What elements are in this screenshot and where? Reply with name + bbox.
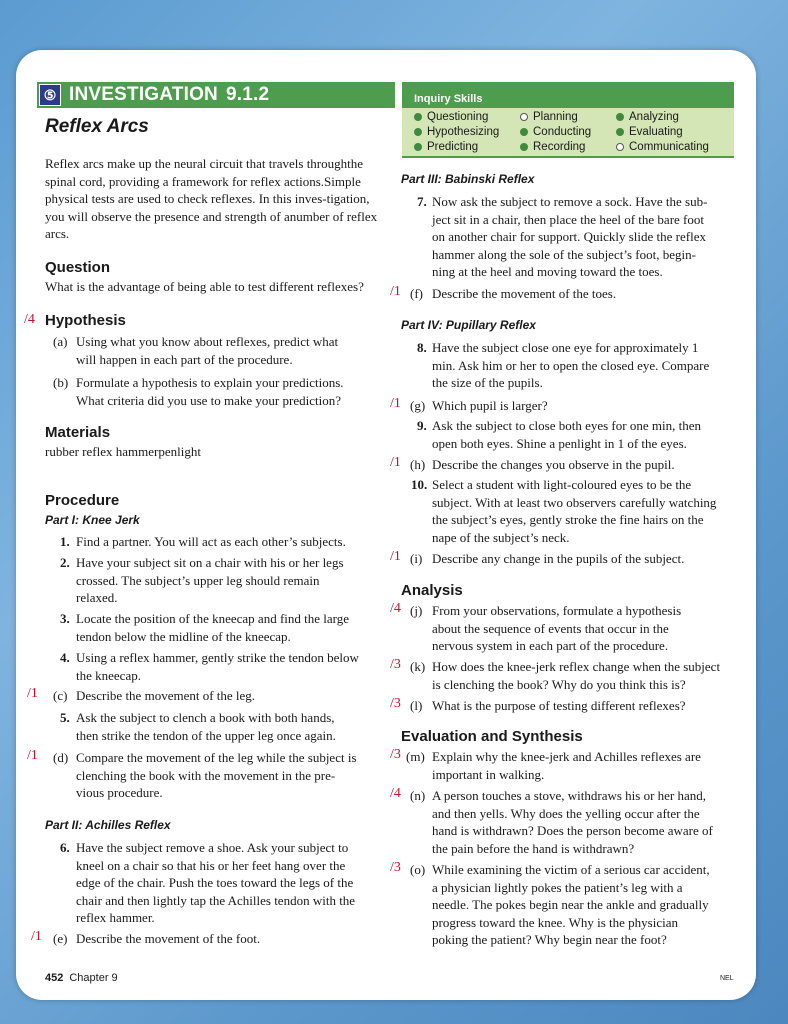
procedure-step xyxy=(60,709,405,744)
step-number: 7. xyxy=(417,194,427,209)
question-item xyxy=(410,397,755,415)
text-line: the pain before the hand is withdrawn? xyxy=(432,840,635,856)
filled-circle-icon xyxy=(520,128,528,136)
filled-circle-icon xyxy=(414,128,422,136)
text-line: Simple physical tests are used to check reflexes. In this inves- xyxy=(45,173,361,206)
skill-label: Hypothesizing xyxy=(427,126,500,138)
item-text xyxy=(76,930,398,948)
procedure-step xyxy=(417,193,762,281)
step-number: 6. xyxy=(60,840,70,855)
question-label: (a) xyxy=(53,334,68,349)
materials-heading-heading: Materials xyxy=(45,424,111,441)
item-text xyxy=(76,649,405,684)
question-heading-heading: Question xyxy=(45,259,111,276)
question-item xyxy=(53,687,398,705)
text-line: on another chair for support. Quickly slide the reflex xyxy=(432,229,706,244)
text-line: Have the subject close one eye for approximately 1 xyxy=(432,340,699,355)
item-text xyxy=(76,533,405,551)
procedure-step xyxy=(60,610,405,645)
question-item xyxy=(410,861,755,949)
text-line: Ask the subject to close both eyes for one min, then xyxy=(432,418,701,433)
text-line: then strike the tendon of the upper leg once again. xyxy=(76,727,336,743)
item-text xyxy=(432,193,762,281)
text-line: is clenching the book? Why do you think this is? xyxy=(432,676,686,692)
question-item xyxy=(53,374,398,409)
item-text xyxy=(76,333,398,368)
question-item xyxy=(410,697,755,715)
procedure-part2-heading: Part II: Achilles Reflex xyxy=(45,818,171,832)
question-item xyxy=(53,333,398,368)
item-text xyxy=(76,839,405,927)
question-label: (g) xyxy=(410,398,426,413)
text-line: chair and then lightly tap the Achilles tendon with the xyxy=(76,892,356,908)
text-line: kneel on a chair so that his or her feet hang over the xyxy=(76,857,346,873)
question-item xyxy=(410,456,755,474)
skill-conducting xyxy=(520,126,591,138)
question-item xyxy=(410,550,755,568)
text-line: Explain why the knee-jerk and Achilles reflexes are xyxy=(432,749,701,764)
text-line: How does the knee-jerk reflex change when the subject xyxy=(432,659,721,674)
question-label: (m) xyxy=(406,749,425,764)
text-line: Reflex arcs make up the neural circuit that travels through xyxy=(45,156,348,171)
hypothesis-heading-heading: Hypothesis xyxy=(45,312,126,329)
inquiry-skills-header: Inquiry Skills xyxy=(402,82,734,108)
skill-planning xyxy=(520,111,578,123)
text-line: will happen in each part of the procedure. xyxy=(76,351,293,367)
skill-questioning xyxy=(414,111,488,123)
text-line: rubber reflex hammer xyxy=(45,444,159,459)
item-text xyxy=(76,709,405,744)
item-text xyxy=(432,550,755,568)
text-line: What is the purpose of testing different reflexes? xyxy=(432,698,686,713)
skill-recording xyxy=(520,141,585,153)
investigation-label: INVESTIGATION xyxy=(69,84,218,105)
question-item xyxy=(410,658,755,693)
step-number: 10. xyxy=(411,477,428,492)
step-number: 2. xyxy=(60,555,70,570)
item-text xyxy=(76,374,398,409)
step-number: 9. xyxy=(417,418,427,433)
skill-hypothesizing xyxy=(414,126,499,138)
materials-items-paragraph xyxy=(45,443,245,461)
question-label: (l) xyxy=(410,698,423,713)
question-label: (j) xyxy=(410,603,423,618)
question-item xyxy=(410,285,755,303)
text-line: Describe the changes you observe in the pupil. xyxy=(432,457,675,472)
text-line: Locate the position of the kneecap and find the large xyxy=(76,611,350,626)
text-line: Describe the movement of the toes. xyxy=(432,286,617,301)
filled-circle-icon xyxy=(414,143,422,151)
score-mark: /3 xyxy=(390,657,401,672)
procedure-step xyxy=(411,476,756,546)
item-text xyxy=(432,697,755,715)
filled-circle-icon xyxy=(616,113,624,121)
item-text xyxy=(432,748,751,783)
evaluation-heading-heading: Evaluation and Synthesis xyxy=(401,728,583,745)
procedure-part4-heading: Part IV: Pupillary Reflex xyxy=(401,318,536,332)
empty-circle-icon xyxy=(520,113,528,121)
score-mark: /1 xyxy=(390,455,401,470)
step-number: 5. xyxy=(60,710,70,725)
text-line: clenching the book with the movement in the pre- xyxy=(76,767,336,783)
score-mark: /1 xyxy=(27,748,38,763)
text-line: nape of the subject’s neck. xyxy=(432,529,570,545)
question-label: (f) xyxy=(410,286,423,301)
score-mark: /1 xyxy=(390,549,401,564)
step-number: 8. xyxy=(417,340,427,355)
investigation-header xyxy=(37,82,395,108)
text-line: Now ask the subject to remove a sock. Have the sub- xyxy=(432,194,708,209)
procedure-step xyxy=(417,339,762,392)
text-line: important in walking. xyxy=(432,766,545,782)
skill-label: Evaluating xyxy=(629,126,683,138)
question-label: (d) xyxy=(53,750,69,765)
item-text xyxy=(76,610,405,645)
text-line: Using what you know about reflexes, predict what xyxy=(76,334,339,349)
step-number: 4. xyxy=(60,650,70,665)
text-line: the size of the pupils. xyxy=(432,375,543,390)
skill-label: Analyzing xyxy=(629,111,679,123)
score-mark: /1 xyxy=(390,284,401,299)
analysis-heading-heading: Analysis xyxy=(401,582,463,599)
text-line: hammer along the sole of the subject’s foot, begin- xyxy=(432,246,696,262)
question-item xyxy=(53,930,398,948)
item-text xyxy=(76,554,405,607)
skill-label: Planning xyxy=(533,111,578,123)
item-text xyxy=(432,417,762,452)
chapter-label: Chapter 9 xyxy=(69,972,118,984)
question-item xyxy=(410,787,755,857)
skill-predicting xyxy=(414,141,478,153)
text-line: and then yells. Why does the yelling occur after the xyxy=(432,805,700,821)
text-line: ning at the heel and moving toward the toes. xyxy=(432,264,663,279)
investigation-icon: ⑤ xyxy=(39,84,61,106)
item-text xyxy=(76,687,398,705)
score-mark: /4 xyxy=(390,601,401,616)
question-label: (b) xyxy=(53,375,69,390)
score-mark: /3 xyxy=(390,860,401,875)
item-text xyxy=(432,602,755,655)
skill-label: Recording xyxy=(533,141,586,153)
text-line: open both eyes. Shine a penlight in 1 of the eyes. xyxy=(432,435,687,451)
text-line: a physician lightly pokes the patient’s leg with a xyxy=(432,879,683,895)
inquiry-skills-box xyxy=(402,108,734,158)
text-line: the kneecap. xyxy=(76,667,141,683)
text-line: min. Ask him or her to open the closed eye. Compare xyxy=(432,357,710,373)
question-text-paragraph: What is the advantage of being able to test different reflexes? xyxy=(45,279,364,294)
text-line: Which pupil is larger? xyxy=(432,398,548,413)
score-mark: /4 xyxy=(24,312,35,327)
item-text xyxy=(432,787,755,857)
question-label: (e) xyxy=(53,931,68,946)
question-label: (n) xyxy=(410,788,426,803)
text-line: needle. The pokes begin near the ankle and gradually xyxy=(432,897,709,912)
item-text xyxy=(432,861,755,949)
procedure-heading-heading: Procedure xyxy=(45,492,120,509)
step-number: 3. xyxy=(60,611,70,626)
text-line: crossed. The subject’s upper leg should remain xyxy=(76,572,320,588)
text-line: poking the patient? Why begin near the foot? xyxy=(432,932,667,947)
skill-label: Conducting xyxy=(533,126,592,138)
score-mark: /1 xyxy=(27,686,38,701)
page-number: 452 xyxy=(45,972,64,984)
item-text xyxy=(432,476,756,546)
item-text xyxy=(432,285,755,303)
skill-evaluating xyxy=(616,126,683,138)
item-text xyxy=(432,456,755,474)
text-line: tendon below the midline of the kneecap. xyxy=(76,628,291,644)
text-line: Ask the subject to clench a book with both hands, xyxy=(76,710,335,725)
procedure-part1-heading: Part I: Knee Jerk xyxy=(45,513,140,527)
item-text xyxy=(432,658,755,693)
text-line: the spinal cord, providing a framework for reflex actions. xyxy=(45,156,364,189)
text-line: about the sequence of events that occur in the xyxy=(432,620,669,636)
question-label: (h) xyxy=(410,457,426,472)
skill-communicating xyxy=(616,141,709,153)
investigation-number: 9.1.2 xyxy=(225,84,270,105)
text-line: Using a reflex hammer, gently strike the tendon below xyxy=(76,650,359,665)
page-footer xyxy=(45,972,118,984)
text-line: Find a partner. You will act as each other’s subjects. xyxy=(76,534,346,549)
score-mark: /3 xyxy=(390,696,401,711)
intro-paragraph xyxy=(45,155,390,243)
question-item xyxy=(406,748,751,783)
text-line: vious procedure. xyxy=(76,785,163,800)
skill-analyzing xyxy=(616,111,679,123)
text-line: penlight xyxy=(158,444,201,459)
text-line: the subject’s eyes, gently stroke the fine hairs on the xyxy=(432,512,704,527)
question-item xyxy=(410,602,755,655)
text-line: Have your subject sit on a chair with his or her legs xyxy=(76,555,344,570)
procedure-step xyxy=(60,839,405,927)
score-mark: /1 xyxy=(390,396,401,411)
filled-circle-icon xyxy=(616,128,624,136)
investigation-title xyxy=(69,84,269,106)
score-mark: /3 xyxy=(390,747,401,762)
procedure-step xyxy=(60,533,405,551)
text-line: Compare the movement of the leg while the subject is xyxy=(76,750,357,765)
filled-circle-icon xyxy=(414,113,422,121)
filled-circle-icon xyxy=(520,143,528,151)
text-line: While examining the victim of a serious car accident, xyxy=(432,862,710,877)
procedure-part3-heading: Part III: Babinski Reflex xyxy=(401,172,535,186)
text-line: Describe any change in the pupils of the subject. xyxy=(432,551,685,566)
skill-label: Communicating xyxy=(629,141,709,153)
question-label: (i) xyxy=(410,551,423,566)
question-label: (o) xyxy=(410,862,426,877)
text-line: Have the subject remove a shoe. Ask your subject to xyxy=(76,840,349,855)
score-mark: /4 xyxy=(390,786,401,801)
empty-circle-icon xyxy=(616,143,624,151)
skill-label: Predicting xyxy=(427,141,479,153)
question-label: (c) xyxy=(53,688,68,703)
step-number: 1. xyxy=(60,534,70,549)
text-line: A person touches a stove, withdraws his or her hand, xyxy=(432,788,707,803)
text-line: From your observations, formulate a hypothesis xyxy=(432,603,682,618)
text-line: edge of the chair. Push the toes toward the legs of the xyxy=(76,875,354,890)
item-text xyxy=(432,339,762,392)
item-text xyxy=(432,397,755,415)
text-line: Describe the movement of the foot. xyxy=(76,931,261,946)
text-line: Select a student with light-coloured eyes to be the xyxy=(432,477,692,492)
skill-label: Questioning xyxy=(427,111,489,123)
item-text xyxy=(76,749,398,802)
procedure-step xyxy=(60,554,405,607)
text-line: hand is withdrawn? Does the person become aware of xyxy=(432,823,713,838)
text-line: tigation, you will observe the presence and strength of a xyxy=(45,191,370,224)
text-line: ject sit in a chair, then place the heel of the bare foot xyxy=(432,211,704,227)
procedure-step xyxy=(60,649,405,684)
question-item xyxy=(53,749,398,802)
procedure-step xyxy=(417,417,762,452)
text-line: relaxed. xyxy=(76,590,118,605)
text-line: nervous system in each part of the procedure. xyxy=(432,638,669,653)
text-line: reflex hammer. xyxy=(76,910,155,925)
text-line: number of reflex arcs. xyxy=(45,208,378,241)
text-line: Formulate a hypothesis to explain your predictions. xyxy=(76,375,344,390)
page-title: Reflex Arcs xyxy=(45,116,149,137)
text-line: Describe the movement of the leg. xyxy=(76,688,256,703)
publisher-label: NEL xyxy=(720,975,734,982)
text-line: What criteria did you use to make your prediction? xyxy=(76,392,341,408)
score-mark: /1 xyxy=(31,929,42,944)
question-label: (k) xyxy=(410,659,426,674)
text-line: progress toward the knee. Why is the physician xyxy=(432,914,678,930)
text-line: subject. With at least two observers carefully watching xyxy=(432,494,717,510)
